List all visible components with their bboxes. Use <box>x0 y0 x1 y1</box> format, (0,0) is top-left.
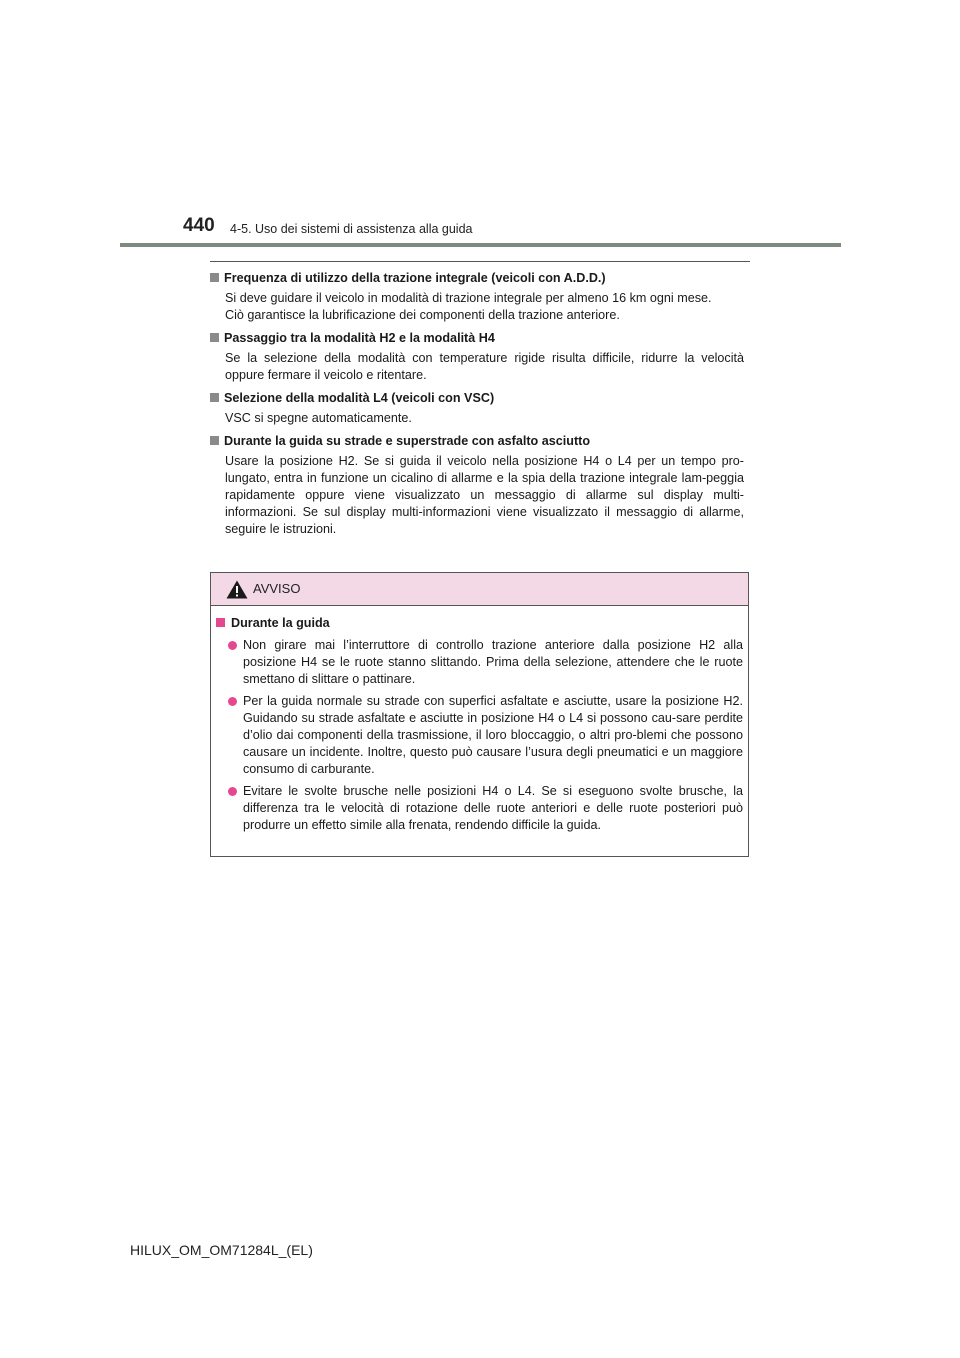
warning-bullet <box>228 693 743 778</box>
page-number: 440 <box>183 215 215 236</box>
info-item <box>210 390 744 427</box>
info-item-heading <box>210 270 744 287</box>
info-item-text: VSC si spegne automaticamente. <box>225 411 412 425</box>
square-bullet-icon <box>210 436 219 445</box>
warning-triangle-icon <box>226 580 248 599</box>
info-item-heading <box>210 433 744 450</box>
info-item-heading <box>210 390 744 407</box>
info-item-text: Se la selezione della modalità con temperature rigide risulta difficile, ridurre la velocità oppure fermare il veicolo e ritentare. <box>225 351 744 382</box>
warning-bullet <box>228 637 743 688</box>
circle-bullet-icon <box>228 641 237 650</box>
info-item-text: Ciò garantisce la lubrificazione dei componenti della trazione anteriore. <box>225 308 620 322</box>
warning-bullet-text: Evitare le svolte brusche nelle posizioni H4 o L4. Se si eseguono svolte brusche, la differenza tra le velocità di rotazione delle ruote anteriori e delle ruote posteriori può produrre un effetto simile alla frenata, rendendo difficile la guida. <box>243 784 743 832</box>
warning-title: AVVISO <box>253 581 301 596</box>
warning-bullet-text: Non girare mai l’interruttore di controllo trazione anteriore dalla posizione H2 alla posizione H4 se le ruote stanno slittando. Prima della selezione, attendere che le ruote smettano di slittare o pattinare. <box>243 638 743 686</box>
circle-bullet-icon <box>228 697 237 706</box>
warning-header <box>211 573 748 606</box>
footer-code: HILUX_OM_OM71284L_(EL) <box>130 1242 313 1258</box>
content-top-divider <box>210 261 750 262</box>
info-item-title: Passaggio tra la modalità H2 e la modalità H4 <box>224 331 495 345</box>
square-bullet-icon <box>210 333 219 342</box>
header-divider <box>120 243 841 247</box>
main-content <box>210 270 744 544</box>
warning-subtitle: Durante la guida <box>231 616 330 630</box>
warning-box <box>210 572 749 857</box>
info-item-title: Durante la guida su strade e superstrade con asfalto asciutto <box>224 434 591 448</box>
info-item-text: Usare la posizione H2. Se si guida il veicolo nella posizione H4 o L4 per un tempo pro-lungato, entra in funzione un cicalino di allarme e la spia della trazione integrale lam-peggia rapidamente oppure viene visualizzato un messaggio di allarme sul display multi-informazioni. Se sul display multi-informazioni viene visualizzato il messaggio di allarme, seguire le istruzioni. <box>225 454 744 536</box>
warning-bullet <box>228 783 743 834</box>
info-item <box>210 330 744 384</box>
warning-subheading <box>216 615 743 632</box>
square-bullet-icon <box>216 618 225 627</box>
warning-bullet-text: Per la guida normale su strade con superfici asfaltate e asciutte, usare la posizione H2. Guidando su strade asfaltate e asciutte in posizione H4 o L4 si possono cau-sare perdite d’olio dai componenti della trasmissione, il loro bloccaggio, o altri pro-blemi che possono causare un incidente. Inoltre, questo può causare l’usura degli pneumatici e un maggiore consumo di carburante. <box>243 694 743 776</box>
warning-body <box>216 615 743 834</box>
info-item-body <box>225 453 744 538</box>
info-item-body <box>225 410 744 427</box>
info-item-text: Si deve guidare il veicolo in modalità di trazione integrale per almeno 16 km ogni mese. <box>225 291 712 305</box>
info-item <box>210 433 744 538</box>
info-item-title: Selezione della modalità L4 (veicoli con VSC) <box>224 391 495 405</box>
square-bullet-icon <box>210 393 219 402</box>
square-bullet-icon <box>210 273 219 282</box>
info-item <box>210 270 744 324</box>
section-title: 4-5. Uso dei sistemi di assistenza alla guida <box>230 222 473 236</box>
info-item-heading <box>210 330 744 347</box>
info-item-body <box>225 350 744 384</box>
info-item-body <box>225 290 744 324</box>
info-item-title: Frequenza di utilizzo della trazione integrale (veicoli con A.D.D.) <box>224 271 606 285</box>
circle-bullet-icon <box>228 787 237 796</box>
page-header <box>0 0 960 250</box>
